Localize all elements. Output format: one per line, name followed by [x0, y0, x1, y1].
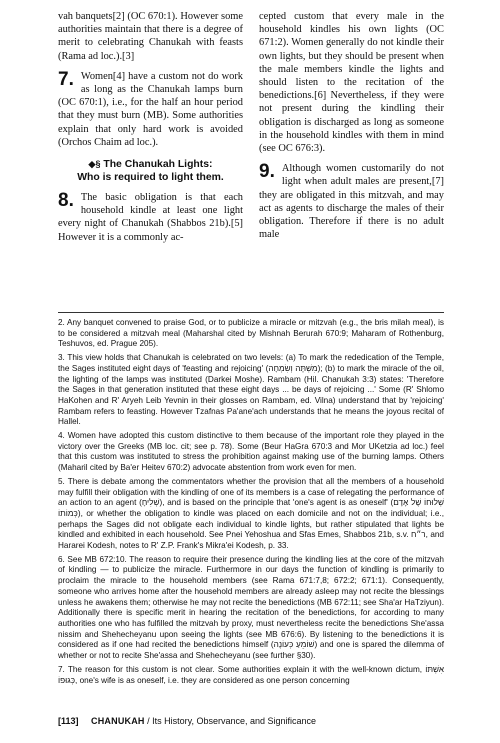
footnote-6: 6. See MB 672:10. The reason to require their presence during the kindling lies at the core of the mitzvah of kindling — to publicize the miracle. Furthermore in our days the function of kindling is primarily to proclaim the miracle to the household members (see Rama 671:7,8; 672:2; 671:1). Consequently, someone who arrives home after the household members are already asleep may not recite the blessings unless he awakens them; otherwise he may not recite the benedictions (MB 672:11; see Sha'ar HaTziyun). Additionally there is specific merit in hearing the recitation of the benedictions, for according to many authorities one who has fulfilled the mitzvah by proxy, must nevertheless recite the benedictions She'assa nissim and Shehecheyanu upon seeing the lights (see MB 676:6). By listening to the benedictions it is considered as if one had recited the benedictions himself (שׁוֹמֵעַ כְּעוֹנֶה) and one is spared the dilemma of whether or not to recite She'assa and Shehecheyanu (see further §30). [58, 554, 444, 661]
section-number: 9. [259, 161, 275, 183]
main-text [58, 10, 444, 244]
footnote-divider [58, 312, 444, 313]
left-column [58, 10, 243, 244]
footnote-2: 2. Any banquet convened to praise God, or to publicize a miracle or mitzvah (e.g., the bris milah meal), is to be considered a mitzvah meal (Maharshal cited by Mishnah Berurah 670:9; Maharam of Rothenburg, Teshuvos, ed. Prague 205). [58, 318, 444, 349]
section-8 [58, 191, 243, 244]
heading-line-1: The Chanukah Lights: [103, 159, 213, 171]
footnote-5: 5. There is debate among the commentators whether the provision that all the members of a household may fulfill their obligation with the kindling of one of its members is a case of relegating the performance of an action to an agent (שְׁלִיחָ), and is based on the principle that 'one's agent is as oneself' (שְׁלוּחוֹ שֶׁל אָדָם כְּמוֹתוֹ), or whether the obligation to kindle was placed on each domicile and not on the individual; i.e., perhaps the Sages did not obligate each individual to kindle lights, but rather stipulated that lights be kindled and exhibited in each household. See Pnei Yehoshua and Sfas Emes, Shabbos 21b, s.v. ר״ח, and Hararei Kodesh, notes to R' Z.P. Frank's Mikra'ei Kodesh, p. 33. [58, 476, 444, 551]
running-subtitle: / Its History, Observance, and Significance [144, 716, 317, 726]
paragraph-continuation: vah banquets[2] (OC 670:1). However some authorities maintain that there is a degree of merit to celebrating Chanukah with feasts (Rama ad loc.).[3] [58, 11, 243, 62]
footnote-3: 3. This view holds that Chanukah is celebrated on two levels: (a) To mark the rededication of the Temple, the Sages instituted eight days of 'feasting and rejoicing' (מִשְׁתֶּה וְשִׂמְחָה); (b) to mark the miracle of the oil, the lighting of the lamps was instituted (Darkei Moshe). Rambam (Hil. Chanukah 3:3) states: 'Therefore the Sages in that generation instituted that these eight days ... be days of rejoicing ...' Some (R' Shlomo HaKohen and R' Aryeh Leib Yevnin in their glosses on Rambam, ed. Vilna) understand that by 'rejoicing' Rambam refers to feasting. However Tzafnas Pa'ane'ach understands that he means the joyous recital of Hallel. [58, 353, 444, 427]
footnote-4: 4. Women have adopted this custom distinctive to them because of the important role they played in the victory over the Greeks (MB loc. cit; see p. 78). Some (Beur HaGra 670:3 and Mor UKetzia ad loc.) feel that this custom was instituted to stress the prohibition against making use of the burning lamps. Others (Maharil cited by Ba'er Heitev 670:2) advocate abstention from work even for men. [58, 431, 444, 473]
page-number: [113] [58, 716, 79, 726]
section-text: The basic obligation is that each household kindle at least one light every night of Chanukah (Shabbos 21b).[5] However it is a commonly ac- [58, 192, 243, 243]
section-7 [58, 70, 243, 149]
section-9 [259, 162, 444, 241]
paragraph-continuation: cepted custom that every male in the household kindles his own lights (OC 671:2). Women generally do not kindle their own lights, but they should be present when the male members kindle the lights and should listen to the recitation of the benedictions.[6] Nevertheless, if they were not present during the kindling their obligation is discharged as long as someone in the household kindles with them in mind (see OC 676:3). [259, 11, 444, 155]
page-footer [58, 716, 444, 726]
section-number: 7. [58, 68, 74, 90]
section-heading [58, 158, 243, 184]
footnotes [58, 318, 444, 689]
right-column [259, 10, 444, 244]
section-number: 8. [58, 190, 74, 212]
section-text: Although women customarily do not light when adult males are present,[7] they are obligated in this mitzvah, and may act as agents to discharge the males of their obligation. Therefore if there is no adult male [259, 163, 444, 241]
footnote-7: 7. The reason for this custom is not clear. Some authorities explain it with the well-known dictum, אִשְׁתּוֹ כְּגוּפוֹ, one's wife is as oneself, i.e. they are considered as one person concerning [58, 664, 444, 685]
heading-line-2: Who is required to light them. [77, 172, 224, 184]
section-text: Women[4] have a custom not do work as long as the Chanukah lamps burn (OC 670:1), i.e., for the half an hour period that they must burn (MB). Some authorities explain that only hard work is avoided (Orchos Chaim ad loc.). [58, 70, 243, 148]
running-title: CHANUKAH [91, 716, 145, 726]
heading-ornament-icon: ◆§ [88, 159, 101, 170]
